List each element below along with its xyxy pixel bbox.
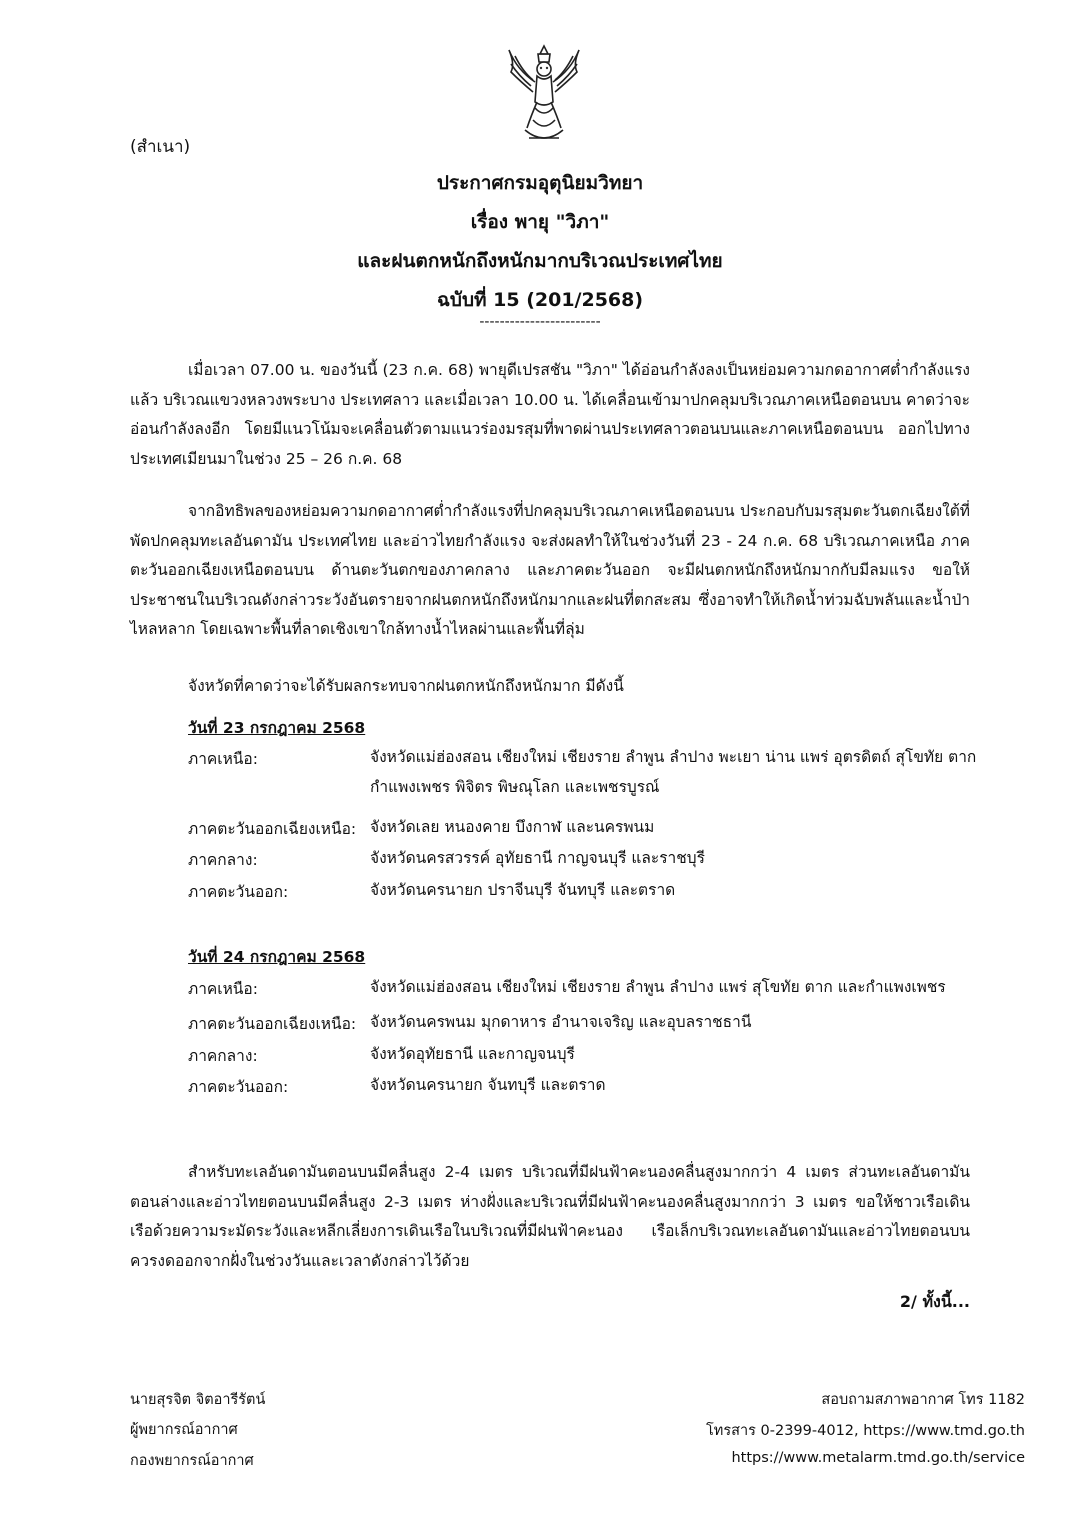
- garuda-emblem: [505, 42, 583, 150]
- date-heading-day1: วันที่ 23 กรกฎาคม 2568: [188, 719, 366, 737]
- region-label: ภาคกลาง:: [188, 851, 258, 869]
- affected-provinces-intro: จังหวัดที่คาดว่าจะได้รับผลกระทบจากฝนตกหนักถึงหนักมาก มีดังนี้: [188, 677, 624, 695]
- subject-continuation: และฝนตกหนักถึงหนักมากบริเวณประเทศไทย: [357, 250, 723, 272]
- issue-number: ฉบับที่ 15 (201/2568): [436, 289, 644, 311]
- copy-label: (สำเนา): [130, 137, 191, 157]
- region-label: ภาคเหนือ:: [188, 980, 258, 998]
- province-list: จังหวัดแม่ฮ่องสอน เชียงใหม่ เชียงราย ลำพูน ลำปาง แพร่ สุโขทัย ตาก และกำแพงเพชร: [370, 978, 946, 996]
- contact-phone: สอบถามสภาพอากาศ โทร 1182: [821, 1392, 1025, 1408]
- forecaster-title: ผู้พยากรณ์อากาศ: [130, 1422, 238, 1438]
- forecaster-name: นายสุรจิต จิตอารีรัตน์: [130, 1392, 266, 1408]
- contact-fax-web[interactable]: โทรสาร 0-2399-4012, https://www.tmd.go.th: [706, 1423, 1025, 1439]
- paragraph-marine-warning: สำหรับทะเลอันดามันตอนบนมีคลื่นสูง 2-4 เมตร บริเวณที่มีฝนฟ้าคะนองคลื่นสูงมากกว่า 4 เมตร ส่วนทะเลอันดามันตอนล่างและอ่าวไทยตอนบนมีคลื่นสูง 2-3 เมตร ห่างฝั่งและบริเวณที่มีฝนฟ้าคะนองคลื่นสูงมากกว่า 3 เมตร ขอให้ชาวเรือเดินเรือด้วยความระมัดระวังและหลีกเลี่ยงการเดินเรือในบริเวณที่มีฝนฟ้าคะนอง เรือเล็กบริเวณทะเลอันดามันและอ่าวไทยตอนบนควรงดออกจากฝั่งในช่วงวันและเวลาดังกล่าวไว้ด้วย: [130, 1163, 970, 1270]
- region-label: ภาคตะวันออกเฉียงเหนือ:: [188, 1015, 357, 1033]
- region-label: ภาคตะวันออกเฉียงเหนือ:: [188, 820, 357, 838]
- region-label: ภาคเหนือ:: [188, 750, 258, 768]
- province-list: จังหวัดอุทัยธานี และกาญจนบุรี: [370, 1045, 575, 1063]
- contact-service-link[interactable]: https://www.metalarm.tmd.go.th/service: [731, 1450, 1025, 1466]
- subject-line: เรื่อง พายุ "วิภา": [470, 211, 610, 233]
- date-heading-day2: วันที่ 24 กรกฎาคม 2568: [188, 948, 366, 966]
- region-label: ภาคตะวันออก:: [188, 883, 289, 901]
- province-list: จังหวัดนครนายก ปราจีนบุรี จันทบุรี และตราด: [370, 881, 676, 899]
- province-list: จังหวัดนครสวรรค์ อุทัยธานี กาญจนบุรี และราชบุรี: [370, 849, 705, 867]
- paragraph-impact: จากอิทธิพลของหย่อมความกดอากาศต่ำกำลังแรงที่ปกคลุมบริเวณภาคเหนือตอนบน ประกอบกับมรสุมตะวันตกเฉียงใต้ที่พัดปกคลุมทะเลอันดามัน ประเทศไทย และอ่าวไทยกำลังแรง จะส่งผลทำให้ในช่วงวันที่ 23 - 24 ก.ค. 68 บริเวณภาคเหนือ ภาคตะวันออกเฉียงเหนือตอนบน ด้านตะวันตกของภาคกลาง และภาคตะวันออก จะมีฝนตกหนักถึงหนักมากกับมีลมแรง ขอให้ประชาชนในบริเวณดังกล่าวระวังอันตรายจากฝนตกหนักถึงหนักมากและฝนที่ตกสะสม ซึ่งอาจทำให้เกิดน้ำท่วมฉับพลันและน้ำป่าไหลหลาก โดยเฉพาะพื้นที่ลาดเชิงเขาใกล้ทางน้ำไหลผ่านและพื้นที่ลุ่ม: [130, 502, 970, 638]
- province-list: จังหวัดนครพนม มุกดาหาร อำนาจเจริญ และอุบลราชธานี: [370, 1013, 752, 1031]
- continued-marker: 2/ ทั้งนี้...: [899, 1292, 970, 1311]
- forecaster-division: กองพยากรณ์อากาศ: [130, 1453, 254, 1469]
- region-label: ภาคกลาง:: [188, 1047, 258, 1065]
- region-label: ภาคตะวันออก:: [188, 1078, 289, 1096]
- province-list: จังหวัดนครนายก จันทบุรี และตราด: [370, 1076, 606, 1094]
- paragraph-storm-status: เมื่อเวลา 07.00 น. ของวันนี้ (23 ก.ค. 68) พายุดีเปรสชัน "วิภา" ได้อ่อนกำลังลงเป็นหย่อมความกดอากาศต่ำกำลังแรงแล้ว บริเวณแขวงหลวงพระบาง ประเทศลาว และเมื่อเวลา 10.00 น. ได้เคลื่อนเข้ามาปกคลุมบริเวณภาคเหนือตอนบน คาดว่าจะอ่อนกำลังลงอีก โดยมีแนวโน้มจะเคลื่อนตัวตามแนวร่องมรสุมที่พาดผ่านประเทศลาวตอนบนและภาคเหนือตอนบน ออกไปทางประเทศเมียนมาในช่วง 25 – 26 ก.ค. 68: [130, 361, 970, 468]
- province-list: จังหวัดแม่ฮ่องสอน เชียงใหม่ เชียงราย ลำพูน ลำปาง พะเยา น่าน แพร่ อุตรดิตถ์ สุโขทัย ตาก กำแพงเพชร พิจิตร พิษณุโลก และเพชรบูรณ์: [370, 748, 977, 796]
- title-divider: ------------------------: [479, 314, 601, 330]
- announcement-title: ประกาศกรมอุตุนิยมวิทยา: [436, 172, 644, 194]
- province-list: จังหวัดเลย หนองคาย บึงกาฬ และนครพนม: [370, 818, 655, 836]
